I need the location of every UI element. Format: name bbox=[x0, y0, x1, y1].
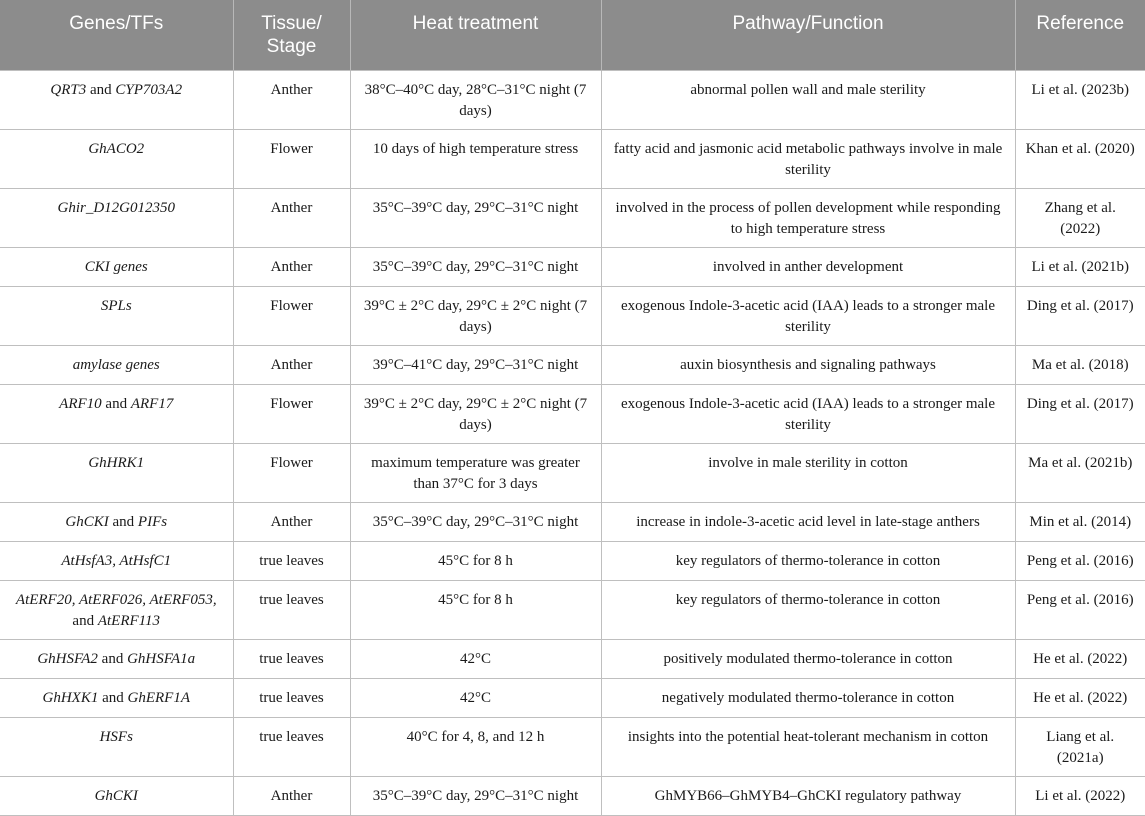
cell-tissue: Anther bbox=[233, 776, 350, 815]
gene-name-part: amylase genes bbox=[72, 356, 160, 373]
cell-genes bbox=[0, 188, 233, 247]
cell-heat-treatment: 10 days of high temperature stress bbox=[350, 129, 601, 188]
cell-reference: Ding et al. (2017) bbox=[1015, 286, 1145, 345]
gene-name-part: PIFs bbox=[137, 513, 168, 530]
table-row bbox=[0, 639, 1145, 678]
table-row bbox=[0, 188, 1145, 247]
cell-reference: Ding et al. (2017) bbox=[1015, 384, 1145, 443]
cell-reference: Ma et al. (2021b) bbox=[1015, 443, 1145, 502]
cell-reference: Zhang et al. (2022) bbox=[1015, 188, 1145, 247]
header-heat-treatment: Heat treatment bbox=[350, 0, 601, 70]
cell-genes bbox=[0, 129, 233, 188]
cell-genes bbox=[0, 776, 233, 815]
cell-reference: Liang et al. (2021a) bbox=[1015, 717, 1145, 776]
cell-heat-treatment: 35°C–39°C day, 29°C–31°C night bbox=[350, 247, 601, 286]
cell-heat-treatment: 42°C bbox=[350, 678, 601, 717]
cell-reference: He et al. (2022) bbox=[1015, 678, 1145, 717]
gene-name-part: GhHSFA1a bbox=[127, 650, 196, 667]
header-reference: Reference bbox=[1015, 0, 1145, 70]
cell-tissue: true leaves bbox=[233, 639, 350, 678]
cell-tissue: true leaves bbox=[233, 580, 350, 639]
gene-name-part: and bbox=[86, 81, 116, 98]
table-row bbox=[0, 70, 1145, 129]
cell-pathway-function: abnormal pollen wall and male sterility bbox=[601, 70, 1015, 129]
gene-name-part: and bbox=[72, 612, 98, 629]
gene-name-part: GhCKI bbox=[65, 513, 109, 530]
cell-heat-treatment: 35°C–39°C day, 29°C–31°C night bbox=[350, 502, 601, 541]
cell-reference: Peng et al. (2016) bbox=[1015, 580, 1145, 639]
cell-reference: Li et al. (2023b) bbox=[1015, 70, 1145, 129]
cell-heat-treatment: 38°C–40°C day, 28°C–31°C night (7 days) bbox=[350, 70, 601, 129]
gene-name-part: GhERF1A bbox=[127, 689, 190, 706]
cell-pathway-function: increase in indole-3-acetic acid level in late-stage anthers bbox=[601, 502, 1015, 541]
gene-name-part: HSFs bbox=[99, 728, 133, 745]
cell-genes bbox=[0, 678, 233, 717]
gene-name-part: and bbox=[97, 650, 128, 667]
cell-heat-treatment: 40°C for 4, 8, and 12 h bbox=[350, 717, 601, 776]
cell-pathway-function: negatively modulated thermo-tolerance in cotton bbox=[601, 678, 1015, 717]
cell-pathway-function: exogenous Indole-3-acetic acid (IAA) leads to a stronger male sterility bbox=[601, 286, 1015, 345]
table-row bbox=[0, 776, 1145, 815]
cell-heat-treatment: 39°C ± 2°C day, 29°C ± 2°C night (7 days) bbox=[350, 286, 601, 345]
cell-reference: Min et al. (2014) bbox=[1015, 502, 1145, 541]
table-row bbox=[0, 345, 1145, 384]
cell-reference: Ma et al. (2018) bbox=[1015, 345, 1145, 384]
table-row bbox=[0, 247, 1145, 286]
cell-tissue: Flower bbox=[233, 286, 350, 345]
table-row bbox=[0, 443, 1145, 502]
table-row bbox=[0, 384, 1145, 443]
cell-heat-treatment: maximum temperature was greater than 37°C for 3 days bbox=[350, 443, 601, 502]
table-row bbox=[0, 580, 1145, 639]
cell-genes bbox=[0, 580, 233, 639]
cell-reference: Khan et al. (2020) bbox=[1015, 129, 1145, 188]
cell-heat-treatment: 39°C ± 2°C day, 29°C ± 2°C night (7 days) bbox=[350, 384, 601, 443]
cell-reference: Peng et al. (2016) bbox=[1015, 541, 1145, 580]
gene-name-part: and bbox=[98, 689, 128, 706]
cell-tissue: Anther bbox=[233, 345, 350, 384]
cell-heat-treatment: 45°C for 8 h bbox=[350, 541, 601, 580]
gene-name-part: CYP703A2 bbox=[115, 81, 183, 98]
gene-name-part: and bbox=[101, 395, 131, 412]
cell-genes bbox=[0, 639, 233, 678]
table-row bbox=[0, 129, 1145, 188]
table-row bbox=[0, 541, 1145, 580]
cell-pathway-function: fatty acid and jasmonic acid metabolic pathways involve in male sterility bbox=[601, 129, 1015, 188]
cell-pathway-function: exogenous Indole-3-acetic acid (IAA) leads to a stronger male sterility bbox=[601, 384, 1015, 443]
gene-name-part: and bbox=[108, 513, 138, 530]
gene-name-part: GhCKI bbox=[94, 787, 138, 804]
cell-tissue: true leaves bbox=[233, 541, 350, 580]
cell-tissue: true leaves bbox=[233, 717, 350, 776]
cell-genes bbox=[0, 384, 233, 443]
cell-tissue: true leaves bbox=[233, 678, 350, 717]
cell-pathway-function: involve in male sterility in cotton bbox=[601, 443, 1015, 502]
cell-genes bbox=[0, 443, 233, 502]
gene-name-part: AtERF113 bbox=[97, 612, 161, 629]
cell-genes bbox=[0, 70, 233, 129]
cell-pathway-function: key regulators of thermo-tolerance in cotton bbox=[601, 541, 1015, 580]
cell-pathway-function: involved in the process of pollen development while responding to high temperature stress bbox=[601, 188, 1015, 247]
gene-name-part: GhHRK1 bbox=[88, 454, 145, 471]
gene-name-part: ARF10 bbox=[59, 395, 102, 412]
cell-heat-treatment: 45°C for 8 h bbox=[350, 580, 601, 639]
cell-tissue: Anther bbox=[233, 502, 350, 541]
cell-tissue: Anther bbox=[233, 70, 350, 129]
cell-genes bbox=[0, 541, 233, 580]
table-row bbox=[0, 286, 1145, 345]
cell-pathway-function: involved in anther development bbox=[601, 247, 1015, 286]
cell-genes bbox=[0, 247, 233, 286]
cell-tissue: Flower bbox=[233, 384, 350, 443]
table-row bbox=[0, 678, 1145, 717]
table-header-row bbox=[0, 0, 1145, 70]
gene-name-part: GhHSFA2 bbox=[37, 650, 98, 667]
cell-reference: He et al. (2022) bbox=[1015, 639, 1145, 678]
cell-pathway-function: auxin biosynthesis and signaling pathways bbox=[601, 345, 1015, 384]
cell-heat-treatment: 35°C–39°C day, 29°C–31°C night bbox=[350, 776, 601, 815]
header-genes: Genes/TFs bbox=[0, 0, 233, 70]
cell-pathway-function: positively modulated thermo-tolerance in cotton bbox=[601, 639, 1015, 678]
cell-genes bbox=[0, 286, 233, 345]
gene-name-part: SPLs bbox=[100, 297, 132, 314]
header-tissue: Tissue/ Stage bbox=[233, 0, 350, 70]
header-pathway-function: Pathway/Function bbox=[601, 0, 1015, 70]
cell-genes bbox=[0, 345, 233, 384]
cell-heat-treatment: 39°C–41°C day, 29°C–31°C night bbox=[350, 345, 601, 384]
gene-name-part: AtERF20, AtERF026, AtERF053, bbox=[15, 591, 217, 608]
gene-name-part: ARF17 bbox=[130, 395, 174, 412]
cell-heat-treatment: 35°C–39°C day, 29°C–31°C night bbox=[350, 188, 601, 247]
cell-pathway-function: insights into the potential heat-tolerant mechanism in cotton bbox=[601, 717, 1015, 776]
gene-name-part: GhACO2 bbox=[88, 140, 145, 157]
gene-name-part: CKI genes bbox=[84, 258, 148, 275]
table-row bbox=[0, 717, 1145, 776]
cell-pathway-function: key regulators of thermo-tolerance in cotton bbox=[601, 580, 1015, 639]
gene-name-part: Ghir_D12G012350 bbox=[57, 199, 175, 216]
gene-name-part: GhHXK1 bbox=[42, 689, 99, 706]
cell-genes bbox=[0, 502, 233, 541]
gene-name-part: QRT3 bbox=[50, 81, 87, 98]
cell-reference: Li et al. (2021b) bbox=[1015, 247, 1145, 286]
cell-genes bbox=[0, 717, 233, 776]
cell-tissue: Flower bbox=[233, 129, 350, 188]
cell-tissue: Flower bbox=[233, 443, 350, 502]
cell-tissue: Anther bbox=[233, 247, 350, 286]
cell-reference: Li et al. (2022) bbox=[1015, 776, 1145, 815]
table-row bbox=[0, 502, 1145, 541]
cell-heat-treatment: 42°C bbox=[350, 639, 601, 678]
cell-pathway-function: GhMYB66–GhMYB4–GhCKI regulatory pathway bbox=[601, 776, 1015, 815]
cell-tissue: Anther bbox=[233, 188, 350, 247]
gene-name-part: AtHsfA3, AtHsfC1 bbox=[61, 552, 172, 569]
